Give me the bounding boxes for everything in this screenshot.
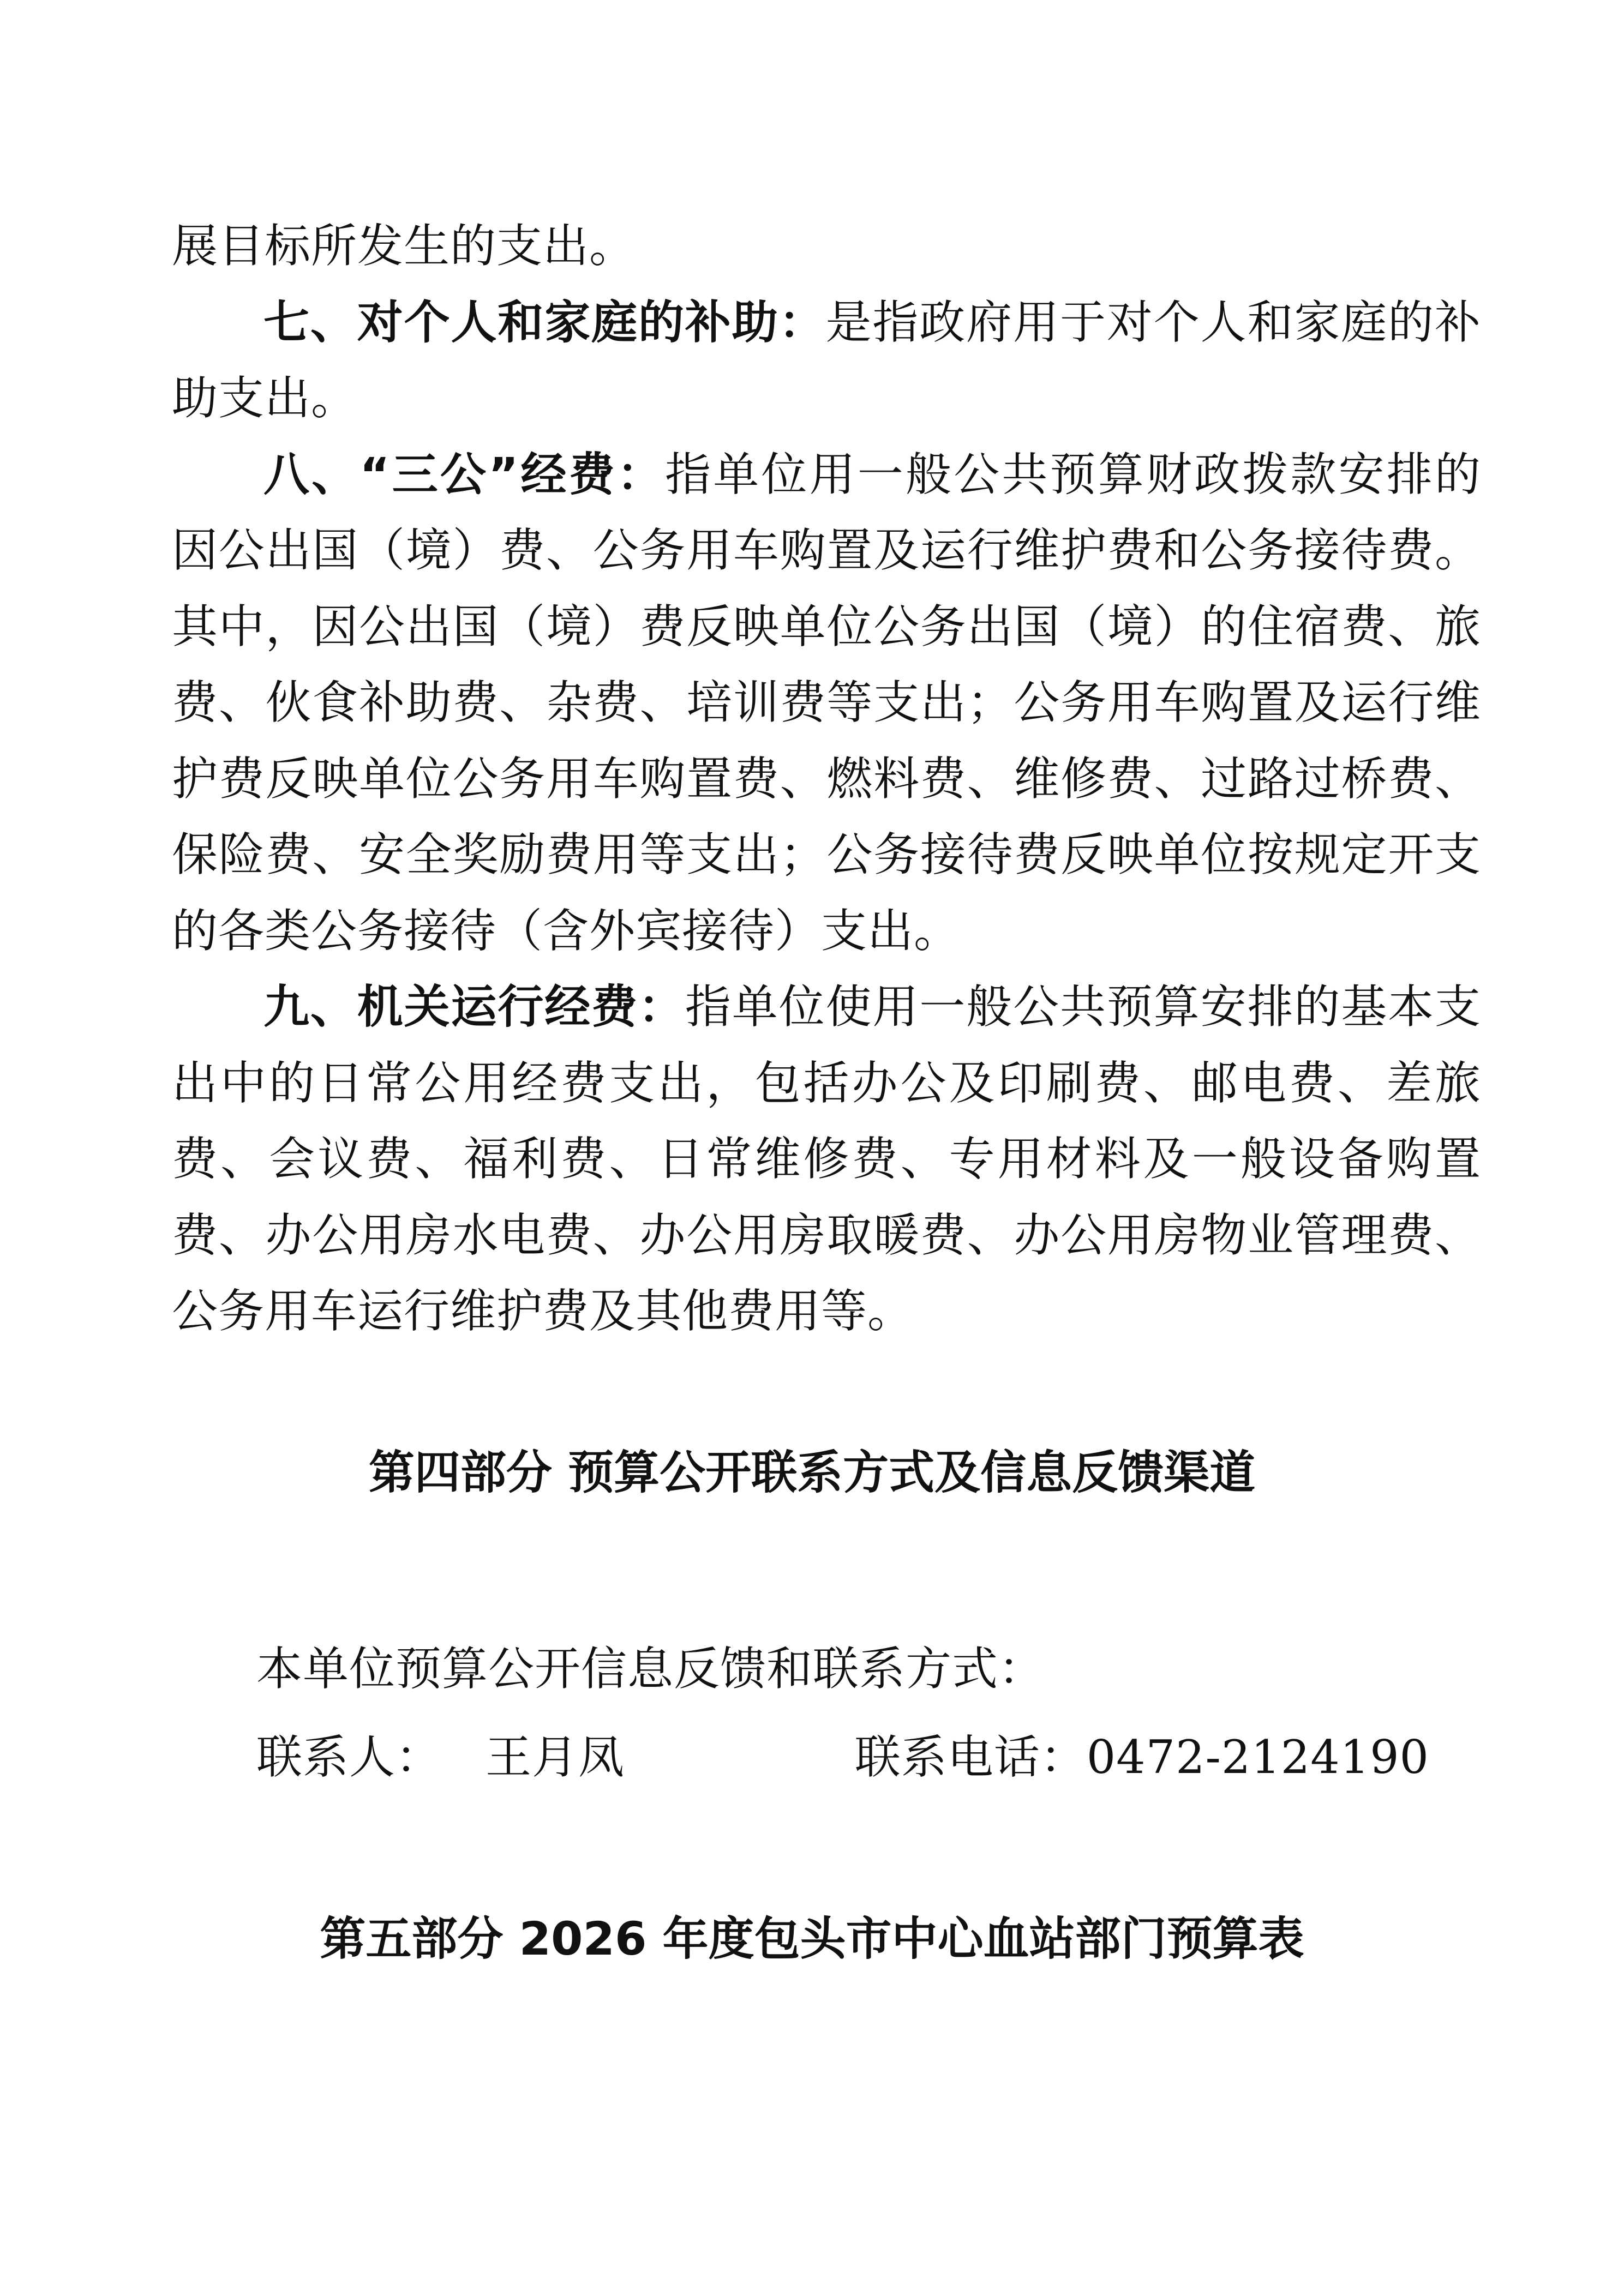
contact-phone xyxy=(855,1724,1429,1790)
contact-label: 联系人： xyxy=(256,1730,442,1784)
contact-person xyxy=(256,1724,625,1790)
contact-intro: 本单位预算公开信息反馈和联系方式： xyxy=(256,1642,1045,1696)
paragraph-text: 是指政府用于对个人和家庭的补助支出。 xyxy=(172,295,1481,425)
body-text xyxy=(172,208,1481,1350)
paragraph-three-public-expenses xyxy=(172,437,1481,970)
paragraph-heading: 九、机关运行经费： xyxy=(263,980,685,1033)
paragraph-text: 展目标所发生的支出。 xyxy=(172,219,636,273)
paragraph-text: 指单位使用一般公共预算安排的基本支出中的日常公用经费支出，包括办公及印刷费、邮电费、差旅费、会议费、福利费、日常维修费、专用材料及一般设备购置费、办公用房水电费、办公用房取暖费、办公用房物业管理费、公务用车运行维护费及其他费用等。 xyxy=(172,980,1481,1338)
phone-label: 联系电话： xyxy=(854,1730,1087,1784)
section-title-part-four: 第四部分 预算公开联系方式及信息反馈渠道 xyxy=(368,1446,1256,1499)
paragraph-heading: 八、“三公”经费： xyxy=(263,447,666,501)
contact-name: 王月凤 xyxy=(486,1730,625,1784)
section-title-part-five: 第五部分 2026 年度包头市中心血站部门预算表 xyxy=(320,1912,1304,1966)
paragraph-continuation xyxy=(172,208,1481,285)
paragraph-text: 指单位用一般公共预算财政拨款安排的因公出国（境）费、公务用车购置及运行维护费和公务接待费。其中，因公出国（境）费反映单位公务出国（境）的住宿费、旅费、伙食补助费、杂费、培训费等支出；公务用车购置及运行维护费反映单位公务用车购置费、燃料费、维修费、过路过桥费、保险费、安全奖励费用等支出；公务接待费反映单位按规定开支的各类公务接待（含外宾接待）支出。 xyxy=(172,447,1481,958)
paragraph-heading: 七、对个人和家庭的补助： xyxy=(263,295,826,349)
paragraph-individual-family-subsidy xyxy=(172,285,1481,437)
paragraph-agency-operating-expenses xyxy=(172,969,1481,1350)
phone-number: 0472-2124190 xyxy=(1086,1730,1429,1784)
